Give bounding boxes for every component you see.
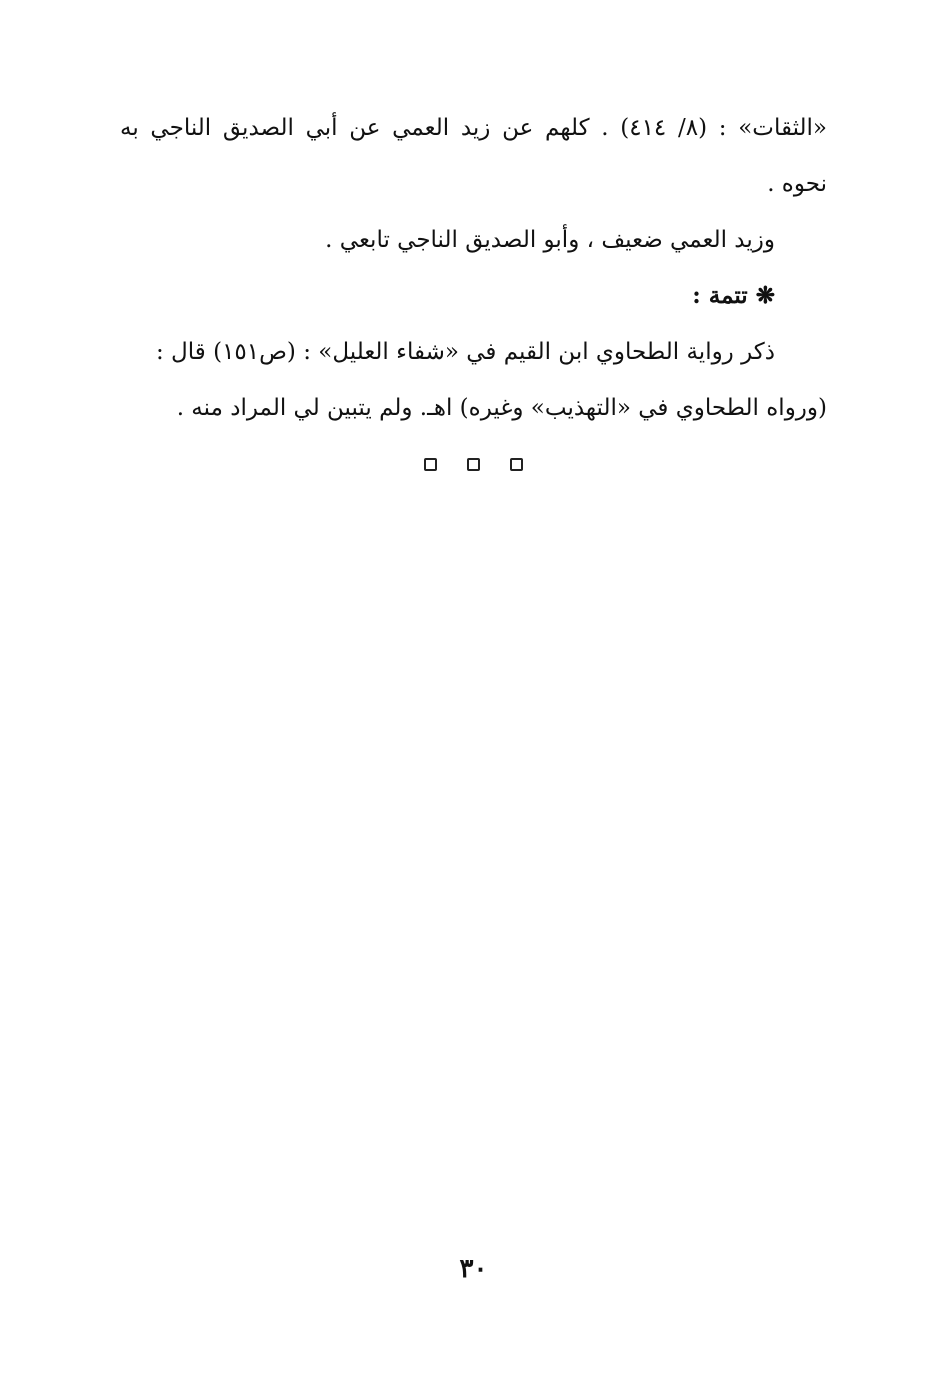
body-text	[120, 100, 827, 436]
section-end-ornament	[0, 458, 947, 471]
page-number: ٣٠	[459, 1254, 488, 1284]
text-line-5: ذكر رواية الطحاوي ابن القيم في «شفاء العليل» : (ص١٥١) قال :	[156, 339, 775, 365]
square-ornament-icon	[510, 458, 523, 471]
square-ornament-icon	[424, 458, 437, 471]
asterisk-marker-icon: ❋	[755, 282, 775, 309]
text-line-1: «الثقات» : (٨/ ٤١٤) . كلهم عن زيد العمي عن أبي الصديق الناجي به	[120, 115, 827, 141]
text-line-2: نحوه .	[767, 171, 827, 197]
section-heading	[120, 268, 827, 324]
section-heading-label: تتمة :	[692, 282, 748, 309]
text-line-6: (ورواه الطحاوي في «التهذيب» وغيره) اهـ. ولم يتبين لي المراد منه .	[176, 395, 827, 421]
text-line-3: وزيد العمي ضعيف ، وأبو الصديق الناجي تابعي .	[325, 227, 775, 253]
square-ornament-icon	[467, 458, 480, 471]
